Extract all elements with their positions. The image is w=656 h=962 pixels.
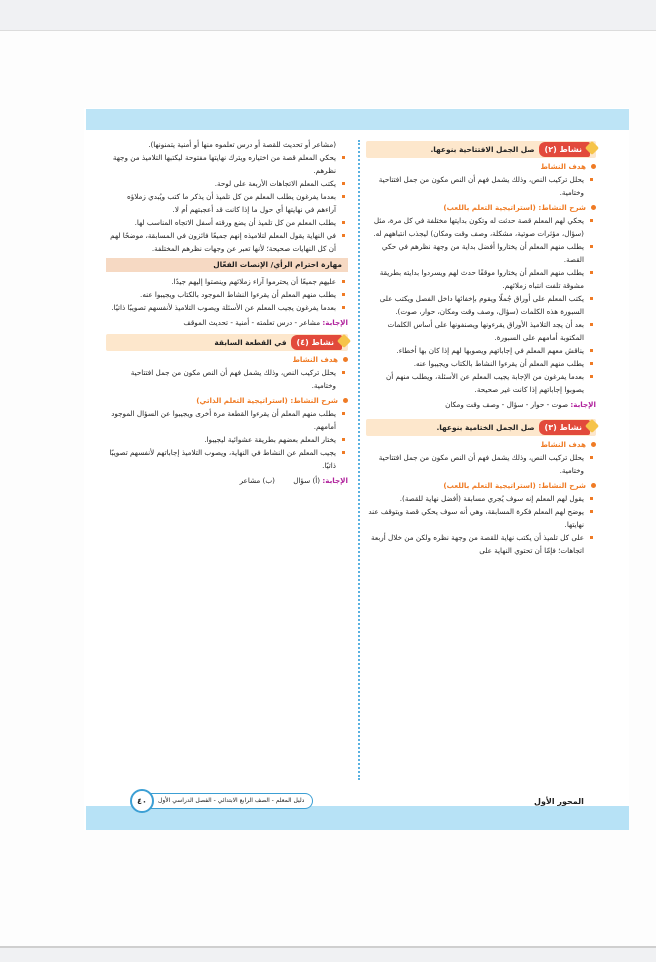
continuation-text: (مشاعر أو تحديث للقصة أو درس تعلموه منها أو أمنية يتمنونها). <box>148 140 336 149</box>
right-column <box>366 138 596 557</box>
answer-line <box>106 474 348 487</box>
bullet-dot-icon <box>591 164 596 169</box>
section-heading: هدف النشاط <box>366 160 596 173</box>
list-item: يطلب منهم المعلم أن يختاروا موقفًا حدث لهم ويسردوا بدايته بطريقة مشوقة تلفت انتباه زملائهم. <box>366 266 596 292</box>
activity-2-title-row <box>366 141 596 158</box>
goal-list <box>366 451 596 477</box>
answer-label: الإجابة: <box>322 318 348 327</box>
activity-badge: نشاط (٢) <box>539 142 590 157</box>
section-heading: شرح النشاط: (استراتيجية التعلم باللعب) <box>366 201 596 214</box>
list-item: يحلل تركيب النص، وذلك يشمل فهم أن النص مكون من جمل افتتاحية وختامية. <box>106 366 348 392</box>
unit-title: المحور الأول <box>534 797 584 806</box>
bullet-dot-icon <box>343 398 348 403</box>
list-item: يكتب المعلم على أوراق جُملًا ويقوم بإخفائها داخل الفصل ويكتب على السبورة هذه الكلمات (سؤال، وصف وقت ومكان، حوار، صوت). <box>366 292 596 318</box>
list-item: يحلل تركيب النص، وذلك يشمل فهم أن النص مكون من جمل افتتاحية وختامية. <box>366 451 596 477</box>
answer-line <box>366 398 596 411</box>
page-number: ٤٠ <box>130 789 154 813</box>
activity-4-title-row <box>106 334 348 351</box>
activity-title: صل الجمل الختامية بنوعها. <box>436 423 535 432</box>
answer-line <box>106 316 348 329</box>
page-header-band <box>86 109 629 130</box>
bullet-dot-icon <box>591 483 596 488</box>
list-item: يحلل تركيب النص، وذلك يشمل فهم أن النص مكون من جمل افتتاحية وختامية. <box>366 173 596 199</box>
section-heading: هدف النشاط <box>366 438 596 451</box>
bullet-dot-icon <box>343 357 348 362</box>
activity-badge: نشاط (٤) <box>291 335 342 350</box>
bullet-dot-icon <box>591 205 596 210</box>
list-item: بعدما يفرغون يطلب المعلم من كل تلميذ أن يذكر ما كتب ويُبدي زملاؤه آراءهم في نهايتها أي حول ما إذا كانت قد أعجبتهم أم لا. <box>106 190 348 216</box>
list-item: يحكي لهم المعلم قصة حدثت له وتكون بدايتها مختلفة في كل مرة، مثل (سؤال، مؤثرات صوتية، مشكلة، وصف وقت ومكان) ليجذب انتباههم له. <box>366 214 596 240</box>
list-item: يقول لهم المعلم إنه سوف يُجري مسابقة (أفضل نهاية للقصة). <box>366 492 596 505</box>
column-divider <box>358 140 360 780</box>
left-column <box>106 138 348 487</box>
goal-list <box>366 173 596 199</box>
answer-text: (أ) سؤال (ب) مشاعر <box>239 476 321 485</box>
list-item: يختار المعلم بعضهم بطريقة عشوائية ليجيبوا. <box>106 433 348 446</box>
page-footer-book <box>130 792 313 810</box>
explain-list <box>106 407 348 472</box>
viewer-top-bar <box>0 0 656 31</box>
goal-list <box>106 366 348 392</box>
list-item: عليهم جميعًا أن يحترموا آراء زملائهم وينصتوا إليهم جيدًا. <box>106 275 348 288</box>
answer-label: الإجابة: <box>322 476 348 485</box>
list-item: يطلب المعلم من كل تلميذ أن يضع ورقته أسفل الاتجاه المناسب لها. <box>106 216 348 229</box>
answer-text: مشاعر - درس تعلمته - أمنية - تحديث الموقف <box>183 318 321 327</box>
list-item: يكتب المعلم الاتجاهات الأربعة على لوحة. <box>106 177 348 190</box>
answer-label: الإجابة: <box>570 400 596 409</box>
list-item: يجيب المعلم عن النشاط في النهاية، ويصوب التلاميذ إجاباتهم لأنفسهم تصويبًا ذاتيًا. <box>106 446 348 472</box>
bullet-dot-icon <box>591 442 596 447</box>
section-heading: هدف النشاط <box>106 353 348 366</box>
list-item: يطلب منهم المعلم أن يقرءوا النشاط بالكتاب ويجيبوا عنه. <box>366 357 596 370</box>
steps-list <box>106 151 348 255</box>
list-item: على كل تلميذ أن يكتب نهاية للقصة من وجهة نظره ولكن من خلال أربعة اتجاهات؛ فإمّا أن تحتوي النهاية على <box>366 531 596 557</box>
activity-title: صل الجمل الافتتاحية بنوعها. <box>430 145 535 154</box>
list-item: يوضح لهم المعلم فكرة المسابقة، وهي أنه سوف يحكي قصة ويتوقف عند نهايتها. <box>366 505 596 531</box>
activity-title: في القطعة السابقة <box>214 338 287 347</box>
skill-list <box>106 275 348 314</box>
list-item: بعدما يفرغون يجيب المعلم عن الأسئلة ويصوب التلاميذ لأنفسهم تصويبًا ذاتيًا. <box>106 301 348 314</box>
list-item: يطلب منهم المعلم أن يختاروا أفضل بداية من وجهة نظرهم في حكي القصة. <box>366 240 596 266</box>
list-item: بعدما يفرغون من الإجابة يجيب المعلم عن الأسئلة، ويطلب منهم أن يصوبوا إجاباتهم إذا كانت غير صحيحة. <box>366 370 596 396</box>
activity-3-title-row <box>366 419 596 436</box>
book-title-pill: دليل المعلم - الصف الرابع الابتدائي - الفصل الدراسي الأول <box>148 793 313 809</box>
list-item: يطلب منهم المعلم أن يقرءوا النشاط الموجود بالكتاب ويجيبوا عنه. <box>106 288 348 301</box>
explain-list <box>366 492 596 557</box>
explain-list <box>366 214 596 396</box>
list-item: يحكي المعلم قصة من اختياره ويترك نهايتها مفتوحة ليكتبها التلاميذ من وجهة نظرهم. <box>106 151 348 177</box>
list-item: يناقش معهم المعلم في إجاباتهم ويصوبها لهم إذا كان بها أخطاء. <box>366 344 596 357</box>
section-heading: شرح النشاط: (استراتيجية التعلم الذاتي) <box>106 394 348 407</box>
list-item: يطلب منهم المعلم أن يقرءوا القطعة مرة أخرى ويجيبوا عن السؤال الموجود أمامهم. <box>106 407 348 433</box>
list-item: بعد أن يجد التلاميذ الأوراق يقرءونها ويصنفونها على أساس الكلمات المكتوبة أمامهم على السبورة. <box>366 318 596 344</box>
activity-badge: نشاط (٣) <box>539 420 590 435</box>
section-heading: شرح النشاط: (استراتيجية التعلم باللعب) <box>366 479 596 492</box>
answer-text: صوت - حوار - سؤال - وصف وقت ومكان <box>445 400 569 409</box>
skill-heading: مهارة احترام الرأي/ الإنصات الفعّال <box>106 258 348 272</box>
list-item: في النهاية يقول المعلم لتلاميذه إنهم جميعًا فائزون في المسابقة، موضحًا لهم أن كل النهايات صحيحة؛ لأنها تعبر عن وجهات نظرهم المختلفة. <box>106 229 348 255</box>
